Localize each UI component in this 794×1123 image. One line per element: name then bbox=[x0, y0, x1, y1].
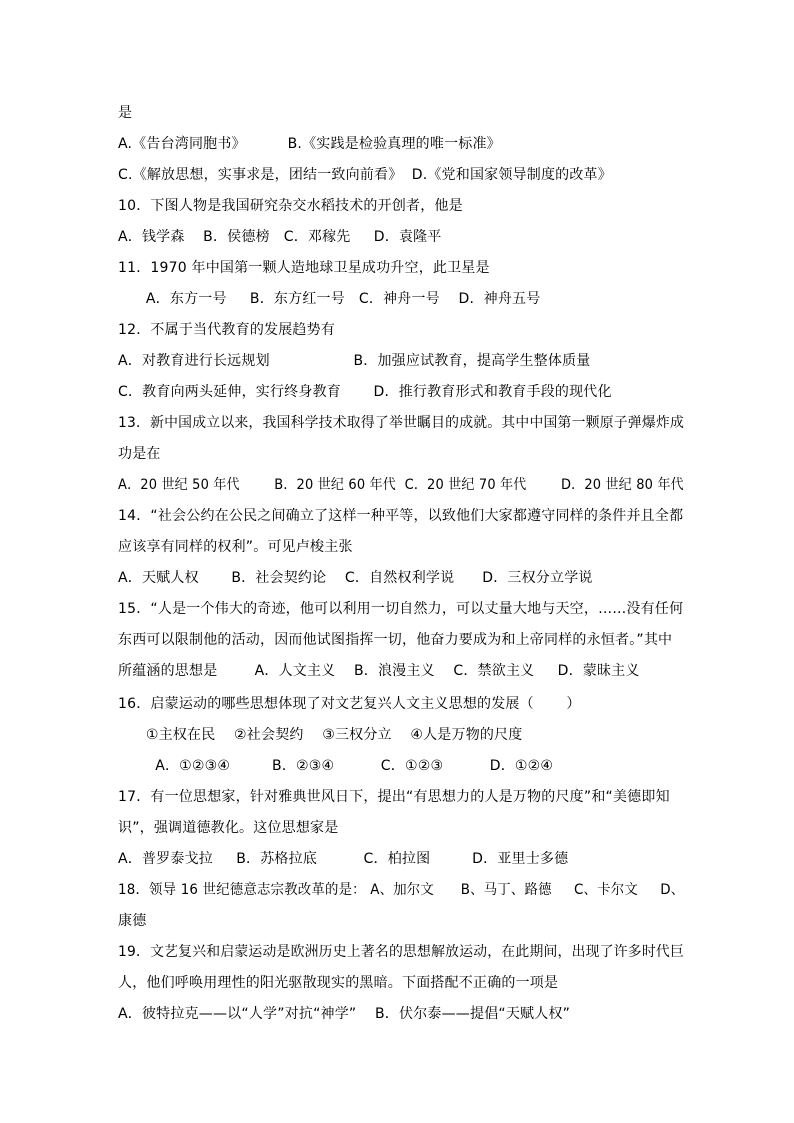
text-line: 19．文艺复兴和启蒙运动是欧洲历史上著名的思想解放运动，在此期间，出现了许多时代巨 bbox=[118, 944, 685, 960]
text-line: C.《解放思想，实事求是，团结一致向前看》 D.《党和国家领导制度的改革》 bbox=[118, 167, 612, 183]
text-line: 识”，强调道德教化。这位思想家是 bbox=[118, 820, 339, 836]
text-line: ①主权在民 ②社会契约 ③三权分立 ④人是万物的尺度 bbox=[118, 727, 523, 743]
text-line: 16．启蒙运动的哪些思想体现了对文艺复兴人文主义思想的发展（ ） bbox=[118, 696, 581, 712]
text-line: C．教育向两头延伸，实行终身教育 D．推行教育形式和教育手段的现代化 bbox=[118, 384, 612, 400]
text-line: 康德 bbox=[118, 913, 147, 929]
text-line: 应该享有同样的权利”。可见卢梭主张 bbox=[118, 539, 353, 555]
text-line: 东西可以限制他的活动，因而他试图指挥一切，他奋力要成为和上帝同样的永恒者。”其中 bbox=[118, 632, 673, 648]
text-line: A．普罗泰戈拉 B．苏格拉底 C．柏拉图 D．亚里士多德 bbox=[118, 851, 569, 867]
text-line: 功是在 bbox=[118, 446, 161, 462]
text-line: A．①②③④ B．②③④ C．①②③ D．①②④ bbox=[118, 758, 554, 774]
text-line: A．对教育进行长远规划 B．加强应试教育，提高学生整体质量 bbox=[118, 353, 591, 369]
text-line: 13．新中国成立以来，我国科学技术取得了举世瞩目的成就。其中中国第一颗原子弹爆炸成 bbox=[118, 415, 685, 431]
text-line: 18．领导 16 世纪德意志宗教改革的是： A、加尔文 B、马丁、路德 C、卡尔文 D、 bbox=[118, 882, 685, 898]
text-line: 是 bbox=[118, 105, 133, 121]
text-line: 10．下图人物是我国研究杂交水稻技术的开创者，他是 bbox=[118, 198, 463, 214]
text-line: 所蕴涵的思想是 A．人文主义 B．浪漫主义 C．禁欲主义 D．蒙昧主义 bbox=[118, 663, 640, 679]
text-line: 人，他们呼唤用理性的阳光驱散现实的黑暗。下面搭配不正确的一项是 bbox=[118, 975, 559, 991]
text-line: A．东方一号 B．东方红一号 C．神舟一号 D．神舟五号 bbox=[118, 291, 541, 307]
text-line: 14．“社会公约在公民之间确立了这样一种平等，以致他们大家都遵守同样的条件并且全都 bbox=[118, 508, 684, 524]
text-line: 12．不属于当代教育的发展趋势有 bbox=[118, 322, 336, 338]
text-line: A．彼特拉克——以“人学”对抗“神学” B．伏尔泰——提倡“天赋人权” bbox=[118, 1006, 571, 1022]
text-line: A.《告台湾同胞书》 B.《实践是检验真理的唯一标准》 bbox=[118, 136, 501, 152]
text-line: A．钱学森 B．侯德榜 C．邓稼先 D．袁隆平 bbox=[118, 229, 442, 245]
text-line: A．天赋人权 B．社会契约论 C．自然权利学说 D．三权分立学说 bbox=[118, 570, 593, 586]
text-line: 17．有一位思想家，针对雅典世风日下，提出“有思想力的人是万物的尺度”和“美德即知 bbox=[118, 789, 670, 805]
text-line: 15．“人是一个伟大的奇迹，他可以利用一切自然力，可以丈量大地与天空，……没有任何 bbox=[118, 601, 684, 617]
text-line: 11．1970 年中国第一颗人造地球卫星成功升空，此卫星是 bbox=[118, 260, 490, 276]
text-line: A．20 世纪 50 年代 B．20 世纪 60 年代 C．20 世纪 70 年代 D．20 世纪 80 年代 bbox=[118, 477, 684, 493]
